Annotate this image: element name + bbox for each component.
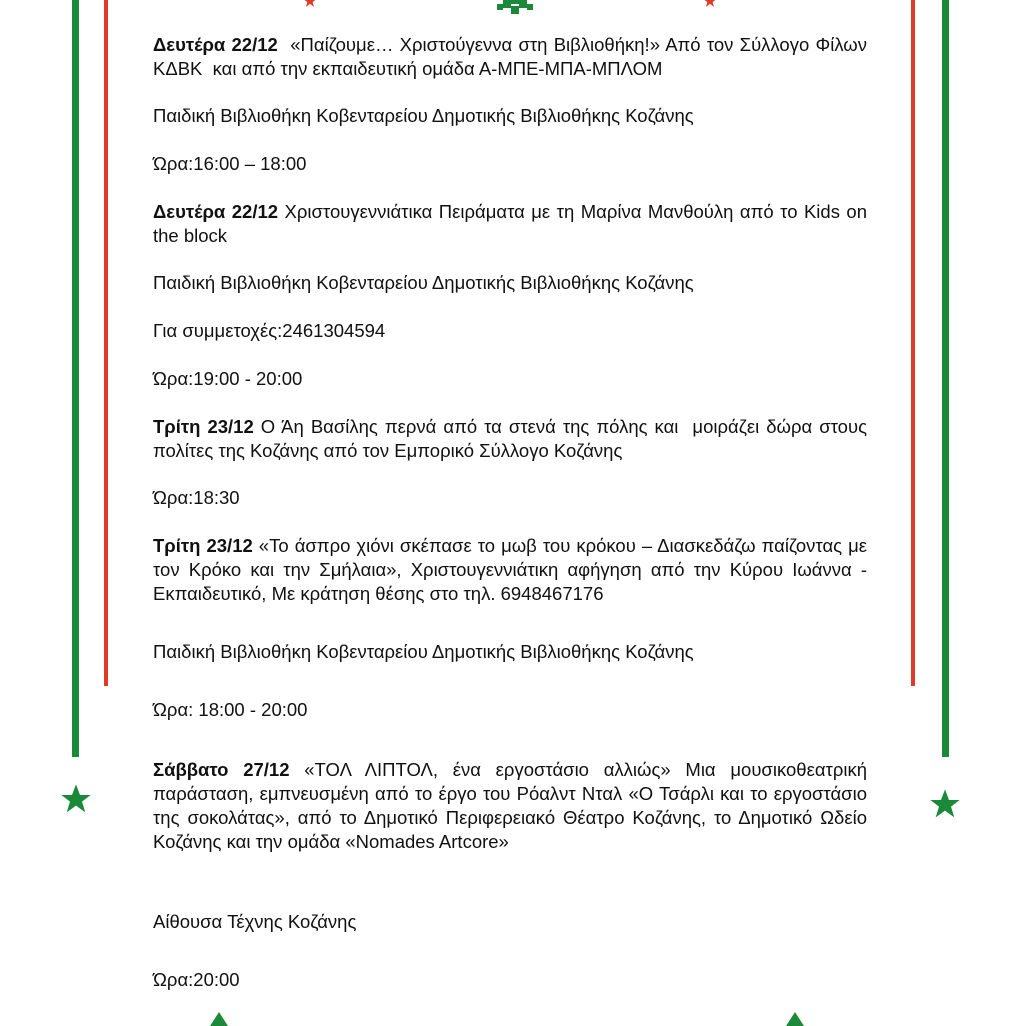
star-icon <box>59 783 93 815</box>
event-time: Ώρα:18:30 <box>153 487 240 508</box>
green-border-left <box>72 0 79 757</box>
event-time: Ώρα:16:00 – 18:00 <box>153 153 307 174</box>
event-venue: Αίθουσα Τέχνης Κοζάνης <box>153 911 357 932</box>
event-text: Χριστουγεννιάτικα Πειράματα με τη Μαρίνα Μανθούλη από το Kids on the block <box>153 201 873 246</box>
event-date: Τρίτη 23/12 <box>153 535 253 556</box>
event-description <box>153 33 873 81</box>
event-contact: Για συμμετοχές:2461304594 <box>153 320 386 341</box>
event-text: Ο Άη Βασίλης περνά από τα στενά της πόλης και μοιράζει δώρα στους πολίτες της Κοζάνης από τον Εμπορικό Σύλλογο Κοζάνης <box>153 416 873 461</box>
event-description <box>153 534 873 606</box>
event-time: Ώρα: 18:00 - 20:00 <box>153 699 308 720</box>
event-date: Δευτέρα 22/12 <box>153 201 279 222</box>
star-icon <box>303 0 317 8</box>
event-text: «Το άσπρο χιόνι σκέπασε το μωβ του κρόκου – Διασκεδάζω παίζοντας με τον Κρόκο και την Σμήλαια», Χριστουγεννιάτικη αφήγηση από την Κύρου Ιωάννα - Εκπαιδευτικό, Με κράτηση θέσης στο τηλ. 6948467176 <box>153 535 873 604</box>
ornament-icon <box>493 0 537 16</box>
event-description <box>153 758 873 854</box>
event-date: Σάββατο 27/12 <box>153 759 290 780</box>
event-text: «Παίζουμε… Χριστούγεννα στη Βιβλιοθήκη!» Από τον Σύλλογο Φίλων ΚΔΒΚ και από την εκπαιδευτική ομάδα Α-ΜΠΕ-ΜΠΑ-ΜΠΛΟΜ <box>153 34 873 79</box>
event-venue: Παιδική Βιβλιοθήκη Κοβενταρείου Δημοτικής Βιβλιοθήκης Κοζάνης <box>153 641 694 662</box>
event-time: Ώρα:20:00 <box>153 969 240 990</box>
event-description <box>153 415 873 463</box>
green-border-right <box>942 0 949 757</box>
event-venue: Παιδική Βιβλιοθήκη Κοβενταρείου Δημοτικής Βιβλιοθήκης Κοζάνης <box>153 105 694 126</box>
event-date: Τρίτη 23/12 <box>153 416 254 437</box>
event-venue: Παιδική Βιβλιοθήκη Κοβενταρείου Δημοτικής Βιβλιοθήκης Κοζάνης <box>153 272 694 293</box>
event-date: Δευτέρα 22/12 <box>153 34 278 55</box>
event-text: «ΤΟΛ ΛΙΠΤΟΛ, ένα εργοστάσιο αλλιώς» Μια μουσικοθεατρική παράσταση, εμπνευσμένη από το έργο του Ρόαλντ Νταλ «Ο Τσάρλι και το εργοστάσιο της σοκολάτας», από το Δημοτικό Περιφερειακό Θέατρο Κοζάνης, το Δημοτικό Ωδείο Κοζάνης και την ομάδα «Nomades Artcore» <box>153 759 873 852</box>
event-time: Ώρα:19:00 - 20:00 <box>153 368 303 389</box>
red-border-left <box>104 0 108 686</box>
event-description <box>153 200 873 248</box>
star-icon <box>928 788 962 820</box>
red-border-right <box>911 0 915 686</box>
star-icon <box>703 0 717 8</box>
